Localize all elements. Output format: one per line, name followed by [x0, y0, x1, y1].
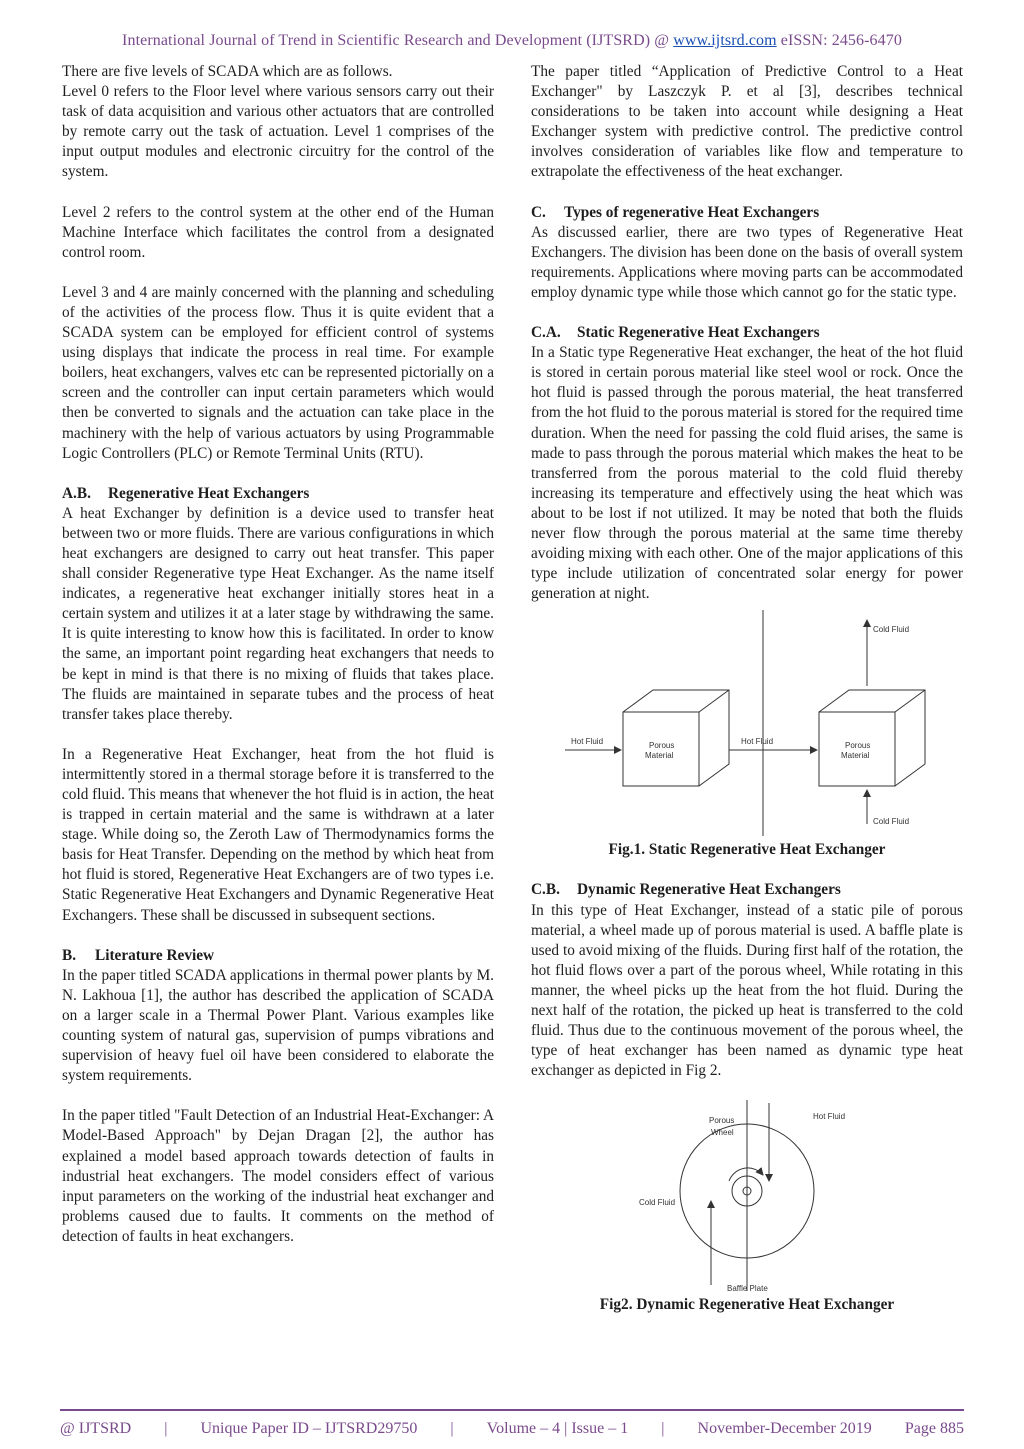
- section-heading: [62, 946, 494, 966]
- section-number: B.: [62, 946, 77, 964]
- label: Baffle Plate: [727, 1284, 768, 1294]
- paragraph: Level 2 refers to the control system at the other end of the Human Machine Interface which facilitates the control from a designated control room.: [62, 203, 494, 261]
- section-title: Dynamic Regenerative Heat Exchangers: [577, 881, 841, 899]
- rotation-arrow: [729, 1168, 763, 1181]
- paragraph: There are five levels of SCADA which are as follows.: [62, 63, 393, 80]
- label: Hot Fluid: [813, 1112, 846, 1122]
- footer-page: Page 885: [904, 1420, 964, 1437]
- paragraph: The paper titled “Application of Predictive Control to a Heat Exchanger" by Laszczyk P. et al [3], describes technical considerations to be taken into account while designing a Heat Exchanger system with predictive control. The predictive control involves consideration of variables like flow and temperature to extrapolate the effectiveness of the heat exchanger.: [531, 63, 963, 181]
- figure-caption: Fig.1. Static Regenerative Heat Exchanger: [608, 841, 886, 859]
- section-title: Regenerative Heat Exchangers: [108, 484, 310, 502]
- label: Cold Fluid: [873, 625, 910, 635]
- section-number: C.: [531, 203, 546, 221]
- paragraph: In a Static type Regenerative Heat exchanger, the heat of the hot fluid is stored in certain porous material like steel wool or rock. Once the hot fluid is passed through the porous material, the heat transferred from the hot fluid to the porous material is stored for the required time duration. When the need for passing the cold fluid arises, the same is made to pass through the porous material which makes the heat to be transferred from the porous material to the cold fluid thereby increasing its temperature and effectively using the heat which was about to be lost if not utilized. It may be noted that both the fluids never flow through the porous material at the same time thereby avoiding mixing with each other. One of the major applications of this type include utilization of concentrated solar energy for power generation at night.: [531, 344, 963, 603]
- running-header: [0, 32, 1024, 50]
- section-number: C.B.: [531, 881, 560, 899]
- footer-paper-id: Unique Paper ID – IJTSRD29750: [200, 1420, 418, 1437]
- footer-separator: |: [661, 1420, 665, 1437]
- journal-name: International Journal of Trend in Scientific Research and Development (IJTSRD) @: [122, 32, 670, 49]
- footer-divider: [60, 1409, 964, 1411]
- paragraph: In this type of Heat Exchanger, instead of a static pile of porous material, a wheel made up of porous material is used. A baffle plate is used to avoid mixing of the fluids. During first half of the rotation, the hot fluid flows over a part of the porous wheel, While rotating in this manner, the wheel picks up the heat from the hot fluid. During the next half of the rotation, the picked up heat is transferred to the cold fluid. Thus due to the continuous movement of the porous wheel, the type of heat exchanger has been named as dynamic type heat exchanger as depicted in Fig 2.: [531, 901, 963, 1080]
- paragraph: In the paper titled "Fault Detection of an Industrial Heat-Exchanger: A Model-Based Approach" by Dejan Dragan [2], the author has explained a model based approach towards detection of faults in industrial heat exchangers. The model considers effect of various input parameters on the working of the industrial heat exchanger and problems caused due to faults. It comments on the method of detection of faults in heat exchangers.: [62, 1107, 494, 1245]
- label: Material: [841, 751, 870, 761]
- label: Cold Fluid: [639, 1198, 676, 1208]
- left-column: [62, 62, 494, 1267]
- figure-2: [531, 1095, 963, 1295]
- section-number: C.A.: [531, 324, 561, 342]
- section-title: Literature Review: [95, 946, 215, 964]
- dynamic-exchanger-diagram: [531, 1095, 963, 1295]
- section-heading: [531, 323, 963, 343]
- section-heading: [531, 203, 963, 223]
- label: Hot Fluid: [571, 737, 604, 747]
- section-title: Static Regenerative Heat Exchangers: [577, 324, 820, 342]
- label: Wheel: [711, 1128, 734, 1138]
- static-exchanger-diagram: [531, 610, 963, 840]
- cube-1: [623, 690, 729, 786]
- paragraph: As discussed earlier, there are two types of Regenerative Heat Exchangers. The division has been done on the basis of overall system requirements. Applications where moving parts can be accommodated employ dynamic type while those which cannot go for the static type.: [531, 223, 963, 301]
- section-heading: [62, 484, 494, 504]
- footer-org: @ IJTSRD: [60, 1420, 132, 1437]
- figure-caption: Fig2. Dynamic Regenerative Heat Exchanger: [599, 1296, 895, 1314]
- label: Material: [645, 751, 674, 761]
- footer-separator: |: [164, 1420, 168, 1437]
- right-column: [531, 62, 963, 1335]
- running-footer: [60, 1420, 964, 1438]
- label: Porous: [709, 1116, 735, 1126]
- label: Cold Fluid: [873, 817, 910, 827]
- cube-2: [819, 690, 925, 786]
- paragraph: Level 3 and 4 are mainly concerned with the planning and scheduling of the activities of the process flow. Thus it is quite evident that a SCADA system can be employed for efficient control of systems using displays that indicate the process in real time. For example boilers, heat exchangers, valves etc can be represented pictorially on a screen and the controller can input certain parameters which would then be converted to signals and the actuation can take place in the machinery with the help of various actuators by using Programmable Logic Controllers (PLC) or Remote Terminal Units (RTU).: [62, 283, 494, 462]
- journal-link[interactable]: www.ijtsrd.com: [673, 32, 777, 49]
- section-heading: [531, 880, 963, 900]
- label: Porous: [845, 741, 871, 751]
- footer-date: November-December 2019: [697, 1420, 872, 1437]
- paragraph: Level 0 refers to the Floor level where various sensors carry out their task of data acquisition and various other actuators that are controlled by remote carry out the task of actuation. Level 1 comprises of the input output modules and electronic circuitry for the control of the system.: [62, 83, 494, 181]
- section-title: Types of regenerative Heat Exchangers: [564, 203, 820, 221]
- footer-separator: |: [450, 1420, 454, 1437]
- label: Hot Fluid: [741, 737, 774, 747]
- paragraph: A heat Exchanger by definition is a device used to transfer heat between two or more fluids. There are various configurations in which heat exchangers are designed to carry out heat transfer. This paper shall consider Regenerative type Heat Exchanger. As the name itself indicates, a regenerative heat exchanger initially stores heat in a certain system and utilizes it at a later stage by withdrawing the same. It is quite interesting to know how this is facilitated. In order to know the same, an important point regarding heat exchangers that needs to be kept in mind is that there is no mixing of fluids that takes place. The fluids are maintained in separate tubes and the process of heat transfer takes place thereby.: [62, 504, 494, 723]
- paragraph: In a Regenerative Heat Exchanger, heat from the hot fluid is intermittently stored in a thermal storage before it is transferred to the cold fluid. This means that whenever the hot fluid is in action, the heat is trapped in certain material and the same is withdrawn at a later stage. While doing so, the Zeroth Law of Thermodynamics forms the basis for Heat Transfer. Depending on the method by which heat from hot fluid is stored, Regenerative Heat Exchangers are of two types i.e. Static Regenerative Heat Exchangers and Dynamic Regenerative Heat Exchangers. These shall be discussed in subsequent sections.: [62, 745, 494, 924]
- paragraph: In the paper titled SCADA applications in thermal power plants by M. N. Lakhoua [1], the author has described the application of SCADA on a larger scale in a Thermal Power Plant. Various examples like counting system of natural gas, supervision of pumps vibrations and supervision of heavy fuel oil have been considered to elaborate the system requirements.: [62, 966, 494, 1085]
- section-number: A.B.: [62, 484, 91, 502]
- label: Porous: [649, 741, 675, 751]
- footer-volume: Volume – 4 | Issue – 1: [486, 1420, 629, 1437]
- issn: eISSN: 2456-6470: [780, 32, 902, 49]
- figure-1: [531, 610, 963, 840]
